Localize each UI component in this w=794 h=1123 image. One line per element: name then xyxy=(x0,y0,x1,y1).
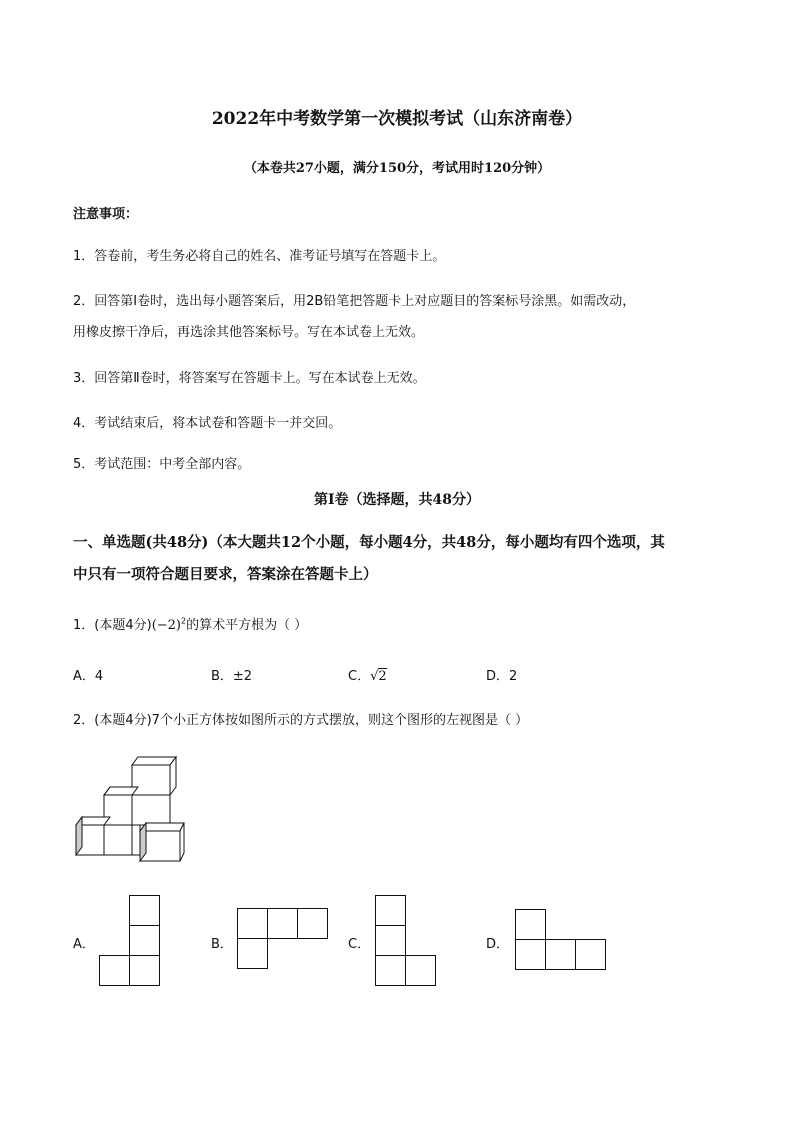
section-title: 第Ⅰ卷（选择题，共48分） xyxy=(313,492,481,508)
notice-item-4: 4．考试结束后，将本试卷和答题卡一并交回。 xyxy=(73,416,342,431)
cube-stack-figure xyxy=(74,755,184,865)
section-heading-line1: 一、单选题(共48分)（本大题共12个小题，每小题4分，共48分，每小题均有四个选项，其 xyxy=(73,534,665,551)
question-1-prefix: 1．(本题4分) xyxy=(73,618,152,633)
notice-item-3: 3．回答第Ⅱ卷时，将答案写在答题卡上。写在本试卷上无效。 xyxy=(73,371,426,386)
notice-item-2: 2．回答第Ⅰ卷时，选出每小题答案后，用2B铅笔把答题卡上对应题目的答案标号涂黑。如需改动， xyxy=(73,294,636,309)
question-1 xyxy=(73,614,307,633)
q2-option-b-label[interactable]: B． xyxy=(211,937,233,952)
question-2: 2．(本题4分)7个小正方体按如图所示的方式摆放，则这个图形的左视图是（ ） xyxy=(73,713,529,728)
question-1-exponent: 2 xyxy=(181,616,187,626)
question-1-expr: (−2) xyxy=(151,618,181,633)
page-subtitle: （本卷共27小题，满分150分，考试用时120分钟） xyxy=(243,161,551,176)
q2-option-d-figure[interactable] xyxy=(515,909,607,971)
q1-option-b[interactable]: B．±2 xyxy=(211,669,253,684)
q1-option-c-value: 2 xyxy=(378,669,387,684)
q1-option-a[interactable]: A．4 xyxy=(73,669,104,684)
q1-option-d[interactable]: D．2 xyxy=(486,669,518,684)
q2-option-c-figure[interactable] xyxy=(375,895,437,987)
q2-option-d-label[interactable]: D． xyxy=(486,937,510,952)
notice-item-1: 1．答卷前，考生务必将自己的姓名、准考证号填写在答题卡上。 xyxy=(73,249,446,264)
notice-heading: 注意事项： xyxy=(73,207,139,222)
q2-option-c-label[interactable]: C． xyxy=(348,937,371,952)
q2-option-a-label[interactable]: A． xyxy=(73,937,95,952)
q2-option-b-figure[interactable] xyxy=(237,908,329,970)
question-1-suffix: 的算术平方根为（ ） xyxy=(186,618,308,633)
section-heading-line2: 中只有一项符合题目要求，答案涂在答题卡上） xyxy=(73,566,378,583)
q1-option-c-label: C． xyxy=(348,669,371,684)
notice-item-2-cont: 用橡皮擦干净后，再选涂其他答案标号。写在本试卷上无效。 xyxy=(73,325,425,340)
notice-item-5: 5．考试范围：中考全部内容。 xyxy=(73,457,251,472)
q2-option-a-figure[interactable] xyxy=(99,895,161,987)
q1-option-c[interactable] xyxy=(348,665,387,684)
sqrt-icon: √ xyxy=(370,669,379,684)
page-title: 2022年中考数学第一次模拟考试（山东济南卷） xyxy=(211,109,583,129)
